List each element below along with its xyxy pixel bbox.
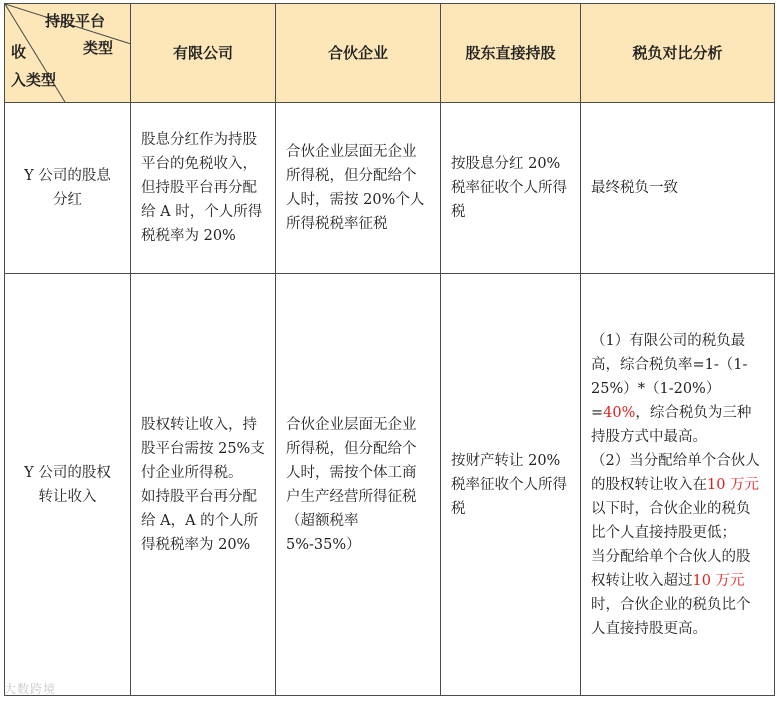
analysis-text: 时，合伙企业的税负比个人直接持股更高。 — [591, 596, 751, 637]
cell-partnership-dividend: 合伙企业层面无企业所得税，但分配给个人时，需按 20%个人所得税税率征税 — [276, 103, 441, 274]
highlight-amount: 10 万元 — [692, 572, 745, 589]
corner-label-income-2: 入类型 — [11, 71, 57, 89]
analysis-point-3 — [591, 545, 764, 641]
table-row — [5, 274, 775, 696]
table-row — [5, 103, 775, 274]
col-header-limited-company: 有限公司 — [131, 4, 276, 103]
limited-company-transfer-text-2: 如持股平台再分配给 A，A 的个人所得税税率为 20% — [141, 488, 259, 553]
analysis-point-2 — [591, 449, 764, 545]
watermark-logo: 大数跨境 — [4, 682, 57, 696]
corner-label-platform: 持股平台 — [45, 12, 106, 30]
highlight-amount: 10 万元 — [707, 476, 760, 493]
analysis-text: 当分配给单个合伙人的股权转让收入超过 — [591, 548, 751, 589]
cell-partnership-transfer: 合伙企业层面无企业所得税，但分配给个人时，需按个体工商户生产经营所得征税（超额税率 5%-35%） — [276, 274, 441, 696]
cell-analysis-dividend: 最终税负一致 — [581, 103, 775, 274]
row-label-dividend: Y 公司的股息分红 — [5, 103, 131, 274]
analysis-text: （1）有限公司的税负最高，综合税负率=1-（1-25%）*（1-20%）= — [591, 332, 748, 421]
corner-label-type: 类型 — [83, 39, 114, 57]
cell-analysis-transfer — [581, 274, 775, 696]
tax-comparison-table — [4, 3, 775, 696]
row-label-equity-transfer: Y 公司的股权转让收入 — [5, 274, 131, 696]
col-header-direct-holding: 股东直接持股 — [441, 4, 581, 103]
analysis-text: ，综合税负为三种持股方式中最高。 — [591, 404, 752, 445]
analysis-point-1 — [591, 329, 764, 449]
header-row — [5, 4, 775, 103]
cell-direct-dividend: 按股息分红 20%税率征收个人所得税 — [441, 103, 581, 274]
col-header-partnership: 合伙企业 — [276, 4, 441, 103]
col-header-tax-analysis: 税负对比分析 — [581, 4, 775, 103]
corner-label-income-1: 收 — [11, 43, 27, 61]
analysis-text: （2）当分配给单个合伙人的股权转让收入在 — [591, 452, 760, 493]
cell-limited-company-dividend: 股息分红作为持股平台的免税收入，但持股平台再分配给 A 时，个人所得税税率为 20% — [131, 103, 276, 274]
highlight-rate: 40% — [603, 404, 636, 421]
corner-header-cell — [5, 4, 131, 103]
cell-direct-transfer: 按财产转让 20%税率征收个人所得税 — [441, 274, 581, 696]
limited-company-transfer-text-1: 股权转让收入，持股平台需按 25%支付企业所得税。 — [141, 416, 265, 481]
analysis-text: 以下时，合伙企业的税负比个人直接持股更低； — [591, 500, 751, 541]
cell-limited-company-transfer — [131, 274, 276, 696]
